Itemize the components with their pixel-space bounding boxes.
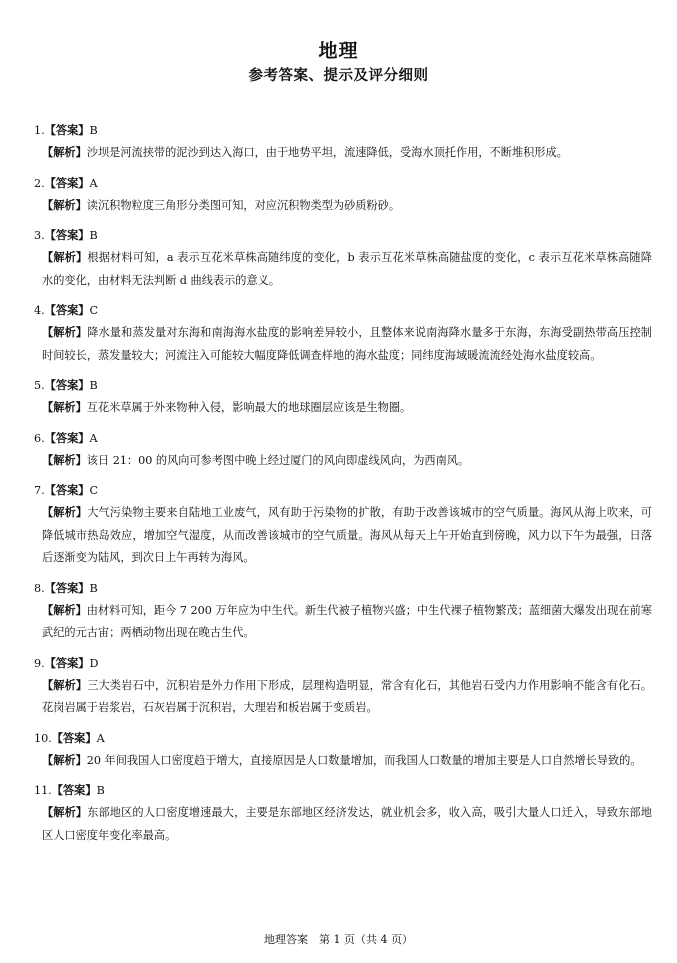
question-block (34, 374, 652, 420)
answer-tag: 【答案】 (44, 655, 90, 670)
answer-line (34, 577, 652, 599)
answer-value: D (89, 656, 99, 670)
question-number: 10. (34, 731, 52, 745)
answer-tag: 【答案】 (51, 783, 97, 797)
answer-tag: 【答案】 (44, 123, 90, 137)
page-title: 地理 (318, 40, 359, 62)
page-subtitle: 参考答案、提示及评分细则 (248, 68, 429, 84)
explanation-text: 由材料可知，距今 7 200 万年应为中生代。新生代被子植物兴盛；中生代裸子植物繁茂；蓝细菌大爆发出现在前寒武纪的元古宙；两栖动物出现在晚古生代。 (42, 603, 652, 639)
question-number: 6. (34, 431, 45, 445)
question-block (34, 479, 652, 570)
explanation-tag: 【解析】 (42, 452, 87, 467)
question-block (34, 652, 652, 720)
question-number: 8. (34, 581, 45, 595)
explanation-tag: 【解析】 (42, 805, 88, 819)
answer-tag: 【答案】 (51, 730, 97, 745)
explanation-text: 该日 21：00 的风向可参考图中晚上经过厦门的风向即虚线风向，为西南风。 (86, 453, 470, 467)
answer-tag: 【答案】 (44, 378, 90, 392)
answer-tag: 【答案】 (44, 430, 90, 445)
question-number: 9. (34, 656, 45, 670)
answer-tag: 【答案】 (44, 303, 90, 317)
question-number: 1. (34, 124, 45, 137)
explanation-tag: 【解析】 (42, 325, 88, 339)
explanation-tag: 【解析】 (42, 400, 87, 414)
question-number: 5. (34, 379, 45, 392)
answer-value: B (96, 784, 105, 797)
question-number: 11. (34, 784, 52, 797)
answer-value: C (89, 484, 99, 497)
question-block (34, 224, 652, 292)
explanation (34, 801, 652, 847)
answer-tag: 【答案】 (44, 175, 90, 190)
page-footer: 地理答案 第 1 页（共 4 页） (264, 933, 413, 946)
explanation (34, 449, 652, 473)
explanation-text: 降水量和蒸发量对东海和南海海水盐度的影响差异较小，且整体来说南海降水量多于东海，东海受副热带高压控制时间较长，蒸发量较大；河流注入可能较大幅度降低调查样地的海水盐度；同纬度海域暖流流经处海水盐度较高。 (42, 326, 652, 362)
explanation (34, 246, 652, 292)
explanation-tag: 【解析】 (42, 250, 88, 264)
answer-line (34, 299, 652, 321)
answer-tag: 【答案】 (44, 580, 90, 595)
explanation-text: 三大类岩石中，沉积岩是外力作用下形成，层理构造明显，常含有化石，其他岩石受内力作用影响不能含有化石。花岗岩属于岩浆岩，石灰岩属于沉积岩，大理岩和板岩属于变质岩。 (42, 678, 652, 714)
explanation (34, 501, 652, 570)
answer-value: A (89, 176, 98, 190)
answer-line (34, 224, 652, 246)
answer-value: B (89, 379, 98, 392)
explanation-text: 根据材料可知，a 表示互花米草株高随纬度的变化，b 表示互花米草株高随盐度的变化，c 表示互花米草株高随降水的变化，由材料无法判断 d 曲线表示的意义。 (42, 251, 652, 287)
question-block (34, 577, 652, 645)
explanation-text: 沙坝是河流挟带的泥沙到达入海口，由于地势平坦，流速降低，受海水顶托作用，不断堆积形成。 (86, 146, 568, 159)
explanation (34, 141, 652, 165)
question-block (34, 427, 652, 473)
question-block (34, 299, 652, 367)
answer-line (34, 727, 652, 749)
explanation (34, 194, 652, 218)
explanation-tag: 【解析】 (42, 505, 88, 519)
answer-value: C (89, 304, 99, 317)
explanation (34, 749, 652, 773)
explanation-tag: 【解析】 (42, 752, 87, 767)
explanation-tag: 【解析】 (42, 677, 88, 692)
explanation-tag: 【解析】 (42, 145, 87, 159)
answer-value: B (89, 229, 98, 242)
explanation (34, 674, 652, 720)
answer-value: B (89, 581, 98, 595)
explanation (34, 599, 652, 645)
question-block (34, 779, 652, 847)
explanation-text: 东部地区的人口密度增速最大，主要是东部地区经济发达，就业机会多，收入高，吸引大量人口迁入，导致东部地区人口密度年变化率最高。 (42, 806, 652, 842)
answer-tag: 【答案】 (44, 228, 90, 242)
explanation-tag: 【解析】 (42, 602, 87, 617)
answer-value: A (89, 431, 98, 445)
answer-line (34, 374, 652, 396)
question-number: 3. (34, 229, 45, 242)
question-number: 2. (34, 176, 45, 190)
question-block (34, 172, 652, 218)
answer-line (34, 427, 652, 449)
answer-line (34, 652, 652, 674)
answer-line (34, 479, 652, 501)
explanation-tag: 【解析】 (42, 197, 87, 212)
question-block (34, 727, 652, 773)
answer-line (34, 779, 652, 801)
answer-value: A (96, 731, 105, 745)
question-number: 7. (34, 484, 45, 497)
answer-line (34, 119, 652, 141)
answer-tag: 【答案】 (44, 483, 90, 497)
answer-list (34, 119, 652, 854)
explanation (34, 396, 652, 420)
explanation-text: 大气污染物主要来自陆地工业废气，风有助于污染物的扩散，有助于改善该城市的空气质量。海风从海上吹来，可降低城市热岛效应，增加空气湿度，从而改善该城市的空气质量。海风从每天上午开始直到傍晚，风力以下午为最强，日落后逐渐变为陆风，到次日上午再转为海风。 (42, 506, 652, 564)
answer-line (34, 172, 652, 194)
question-number: 4. (34, 304, 45, 317)
answer-value: B (89, 124, 98, 137)
explanation-text: 20 年间我国人口密度趋于增大，直接原因是人口数量增加，而我国人口数量的增加主要是人口自然增长导致的。 (86, 753, 642, 767)
question-block (34, 119, 652, 165)
explanation (34, 321, 652, 367)
explanation-text: 读沉积物粒度三角形分类图可知，对应沉积物类型为砂质粉砂。 (86, 198, 401, 212)
explanation-text: 互花米草属于外来物种入侵，影响最大的地球圈层应该是生物圈。 (86, 401, 412, 414)
